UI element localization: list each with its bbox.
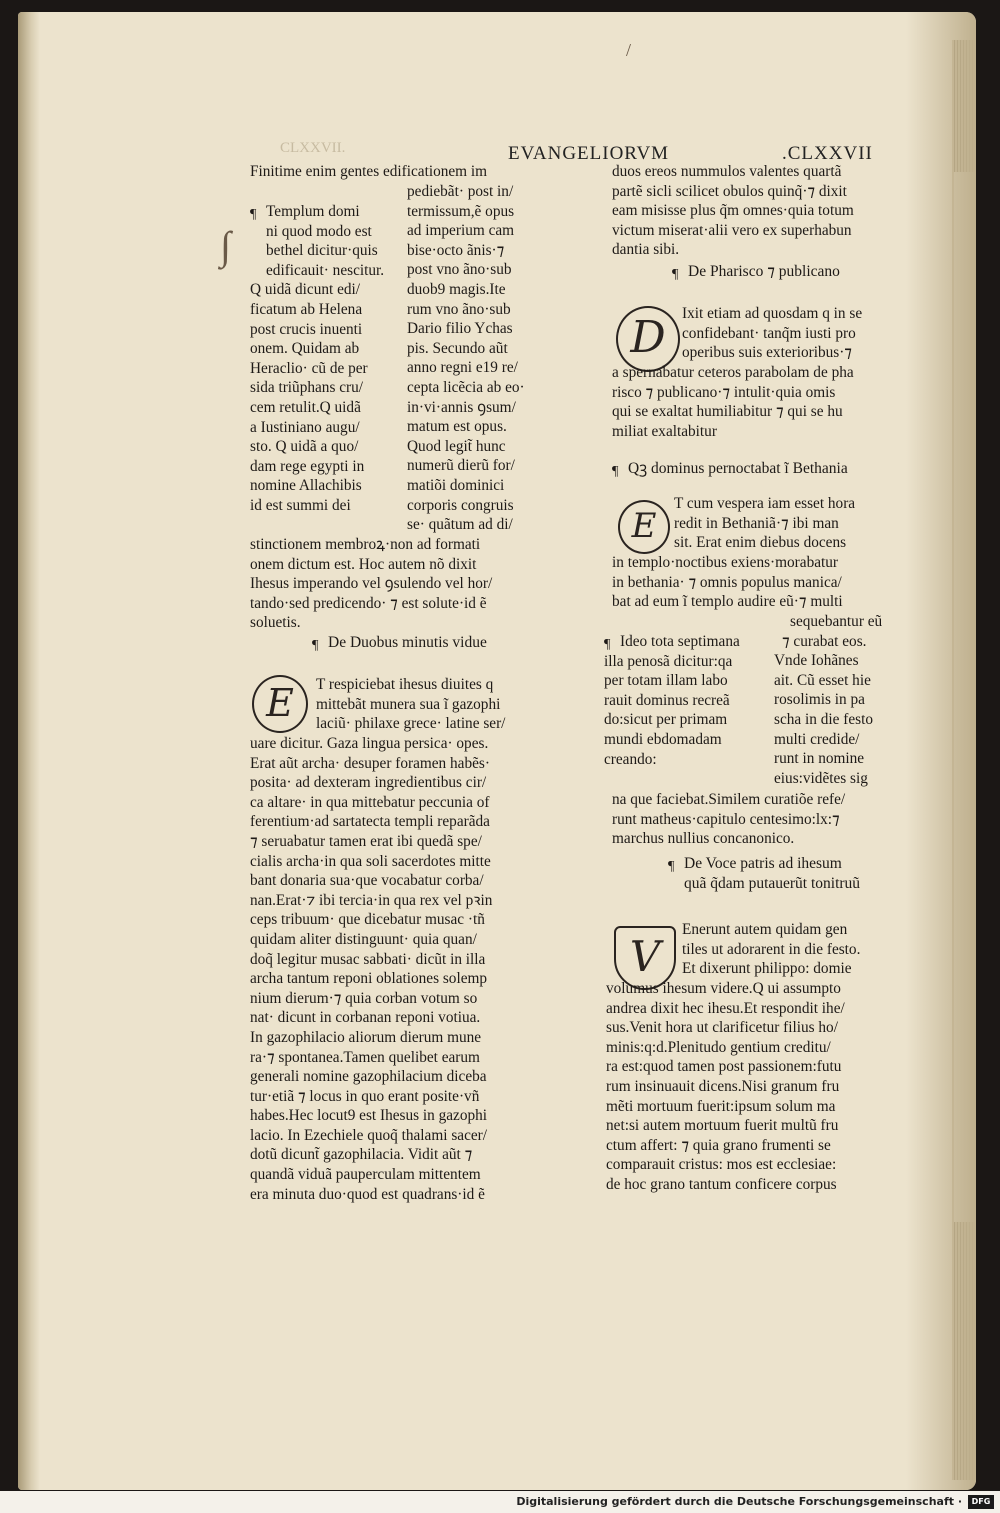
initial-capital-d: D bbox=[616, 306, 680, 372]
book-page bbox=[18, 12, 976, 1490]
section-heading-duobus-minutis: ¶ De Duobus minutis vidue bbox=[312, 634, 487, 653]
para-duobus-body: uare dicitur. Gaza lingua persica· opes. Erat aũt archa· desuper foramen habẽs· posita· ad dexteram ingredientibus cir/ ca altare· in qua mittebatur peccunia of ferentium·ad sartatecta templi reparãda ⁊ seruabatur tamen erat ibi quedã spe/ cialis archa·in qua soli sacerdotes mitte bant donaria sua·que vocabatur corba/ nan.Erat·⁊ ibi tercia·in qua rex vel pꝛin ceps tribuum· que dicebatur musac ·tñ quidam aliter distinguunt· quia quan/ doq̃ legitur musac sabbati· dicũt in illa archa tantum reponi oblationes solemp nium dierum·⁊ quia corban votum so nat· dicunt in corbanan reponi votiua. In gazophilacio aliorum dierum mune ra·⁊ spontanea.Tamen quelibet earum generali nomine gazophilacium diceba tur·etiã ⁊ locus in quo erant posite·vñ habes.Hec locut9 est Ihesus in gazophi lacio. In Ezechiele quoq̃ thalami sacer/ dotũ dicunt̃ gazophilacia. Vidit aũt ⁊ quandã viduã pauperculam mittentem era minuta duo·quod est quadrans·id ẽ bbox=[250, 735, 493, 1203]
pilcrow-icon: ¶ bbox=[250, 207, 257, 222]
pilcrow-icon: ¶ bbox=[604, 637, 611, 652]
ink-mark: / bbox=[626, 40, 632, 60]
para-voce-body: volumus ihesum videre.Q ui assumpto andrea dixit hec ihesu.Et respondit ihe/ sus.Venit hora ut clarificetur filius ho/ minis:q:d.Plenitudo gentium creditu/ ra est:quod tamen post passionem:futu rum insinuauit dicens.Nisi granum fru mẽti mortuum fuerit:ipsum solum ma net:si autem mortuum fuerit multũ fru ctum affert: ⁊ quia grano frumenti se comparauit cristus: mos est ecclesiae: de hoc grano tantum conficere corpus bbox=[606, 980, 845, 1193]
para-bethania-body: in templo·noctibus exiens·morabatur in bethania· ⁊ omnis populus manica/ bat ad eum ĩ templo audire eũ·⁊ multi bbox=[612, 554, 843, 611]
footer-credit: Digitalisierung gefördert durch die Deutsche Forschungsgemeinschaft · bbox=[516, 1495, 962, 1508]
para-bethania-end: na que faciebat.Similem curatiõe refe/ runt matheus·capitulo centesimo:lx:⁊ marchus nullius concanonico. bbox=[612, 791, 846, 848]
folio-number: .CLXXVII bbox=[782, 143, 873, 164]
left-column-a: ¶ Templum domi ni quod modo est bethel dicitur·quis edificauit· nescitur. Q uidã dicunt edi/ ficatum ab Helena post crucis inuenti onem. Quidam ab Heraclio· cũ de per sida triũphans cru/ cem retulit.Q uidã a Iustiniano augu/ sto. Q uidã a quo/ dam rege egypti in nomine Allachibis id est summi dei bbox=[250, 203, 385, 514]
initial-capital-e2: E bbox=[618, 500, 670, 554]
running-head: EVANGELIORVM bbox=[508, 143, 670, 164]
dfg-logo: DFG bbox=[968, 1495, 994, 1509]
section-heading-pharisco: ¶ De Pharisco ⁊ publicano bbox=[672, 263, 840, 282]
show-through-folio: CLXXVII. bbox=[280, 140, 346, 156]
left-column-b: pediebãt· post in/ termissum,ẽ opus ad imperium cam bise·octo ãnis·⁊ post vno ãno·sub duob9 magis.Ite rum vno ãno·sub Dario filio Ychas pis. Secundo aũt anno regni e19 re/ cepta licẽcia ab eo· in·vi·annis ꝯsum/ matum est opus. Quod legit̃ hunc numerũ dierũ for/ matiõi dominici corporis congruis se· quãtum ad di/ bbox=[407, 183, 525, 534]
pilcrow-icon: ¶ bbox=[672, 267, 679, 282]
right-top: duos ereos nummulos valentes quartã partẽ sicli scilicet obulos quinq̃·⁊ dixit eam misisse plus q̃m omnes·quia totum victum miserat·alii vero ex superhabun dantia sibi. bbox=[612, 163, 854, 259]
para-bethania-follow: sequebantur eũ ⁊ curabat eos. Vnde Iohãnes ait. Cũ esset hie rosolimis in pa scha in die festo multi credide/ runt in nomine eius:vidẽtes sig bbox=[774, 613, 883, 787]
left-continuation: stinctionem membroꝝ·non ad formati onem dictum est. Hoc autem nõ dixit Ihesus imperando vel ꝯsulendo vel hor/ tando·sed predicendo· ⁊ est solute·id ẽ soluetis. bbox=[250, 536, 493, 632]
pilcrow-icon: ¶ bbox=[312, 638, 319, 653]
para-duobus-opening: T respiciebat ihesus diuites q mittebãt munera sua ĩ gazophi laciũ· philaxe grece· latine ser/ bbox=[316, 676, 506, 733]
adjacent-page-strip bbox=[954, 172, 976, 1222]
section-heading-voce-patris: ¶ De Voce patris ad ihesum quã q̃dam putauerũt tonitruũ bbox=[668, 855, 861, 892]
initial-capital-e: E bbox=[252, 675, 308, 733]
section-heading-bethania: ¶ Qꝫ dominus pernoctabat ĩ Bethania bbox=[612, 460, 848, 479]
para-pharisco-body: a spernabatur ceteros parabolam de pha risco ⁊ publicano·⁊ intulit·quia omis qui se exaltat humiliabitur ⁊ qui se hu miliat exaltabitur bbox=[612, 364, 854, 440]
page-edges bbox=[952, 40, 976, 1480]
initial-capital-v: V bbox=[614, 926, 676, 990]
para-pharisco-opening: Ixit etiam ad quosdam q in se confidebant· tanq̃m iusti pro operibus suis exterioribus·⁊ bbox=[682, 305, 863, 362]
pilcrow-icon: ¶ bbox=[612, 464, 619, 479]
marginal-note-septimana: ¶ Ideo tota septimana illa penosã dicitur:qa per totam illam labo rauit dominus recreã do:sicut per primam mundi ebdomadam creando: bbox=[604, 633, 740, 768]
marginal-flourish: ∫ bbox=[220, 223, 231, 268]
para-bethania-opening: T cum vespera iam esset hora redit in Bethaniã·⁊ ibi man sit. Erat enim diebus docens bbox=[674, 495, 856, 552]
para-voce-opening: Enerunt autem quidam gen tiles ut adorarent in die festo. Et dixerunt philippo: domie bbox=[682, 921, 861, 978]
digitization-footer bbox=[0, 1491, 1000, 1513]
pilcrow-icon: ¶ bbox=[668, 859, 675, 874]
left-intro: Finitime enim gentes edificationem im bbox=[250, 163, 488, 180]
